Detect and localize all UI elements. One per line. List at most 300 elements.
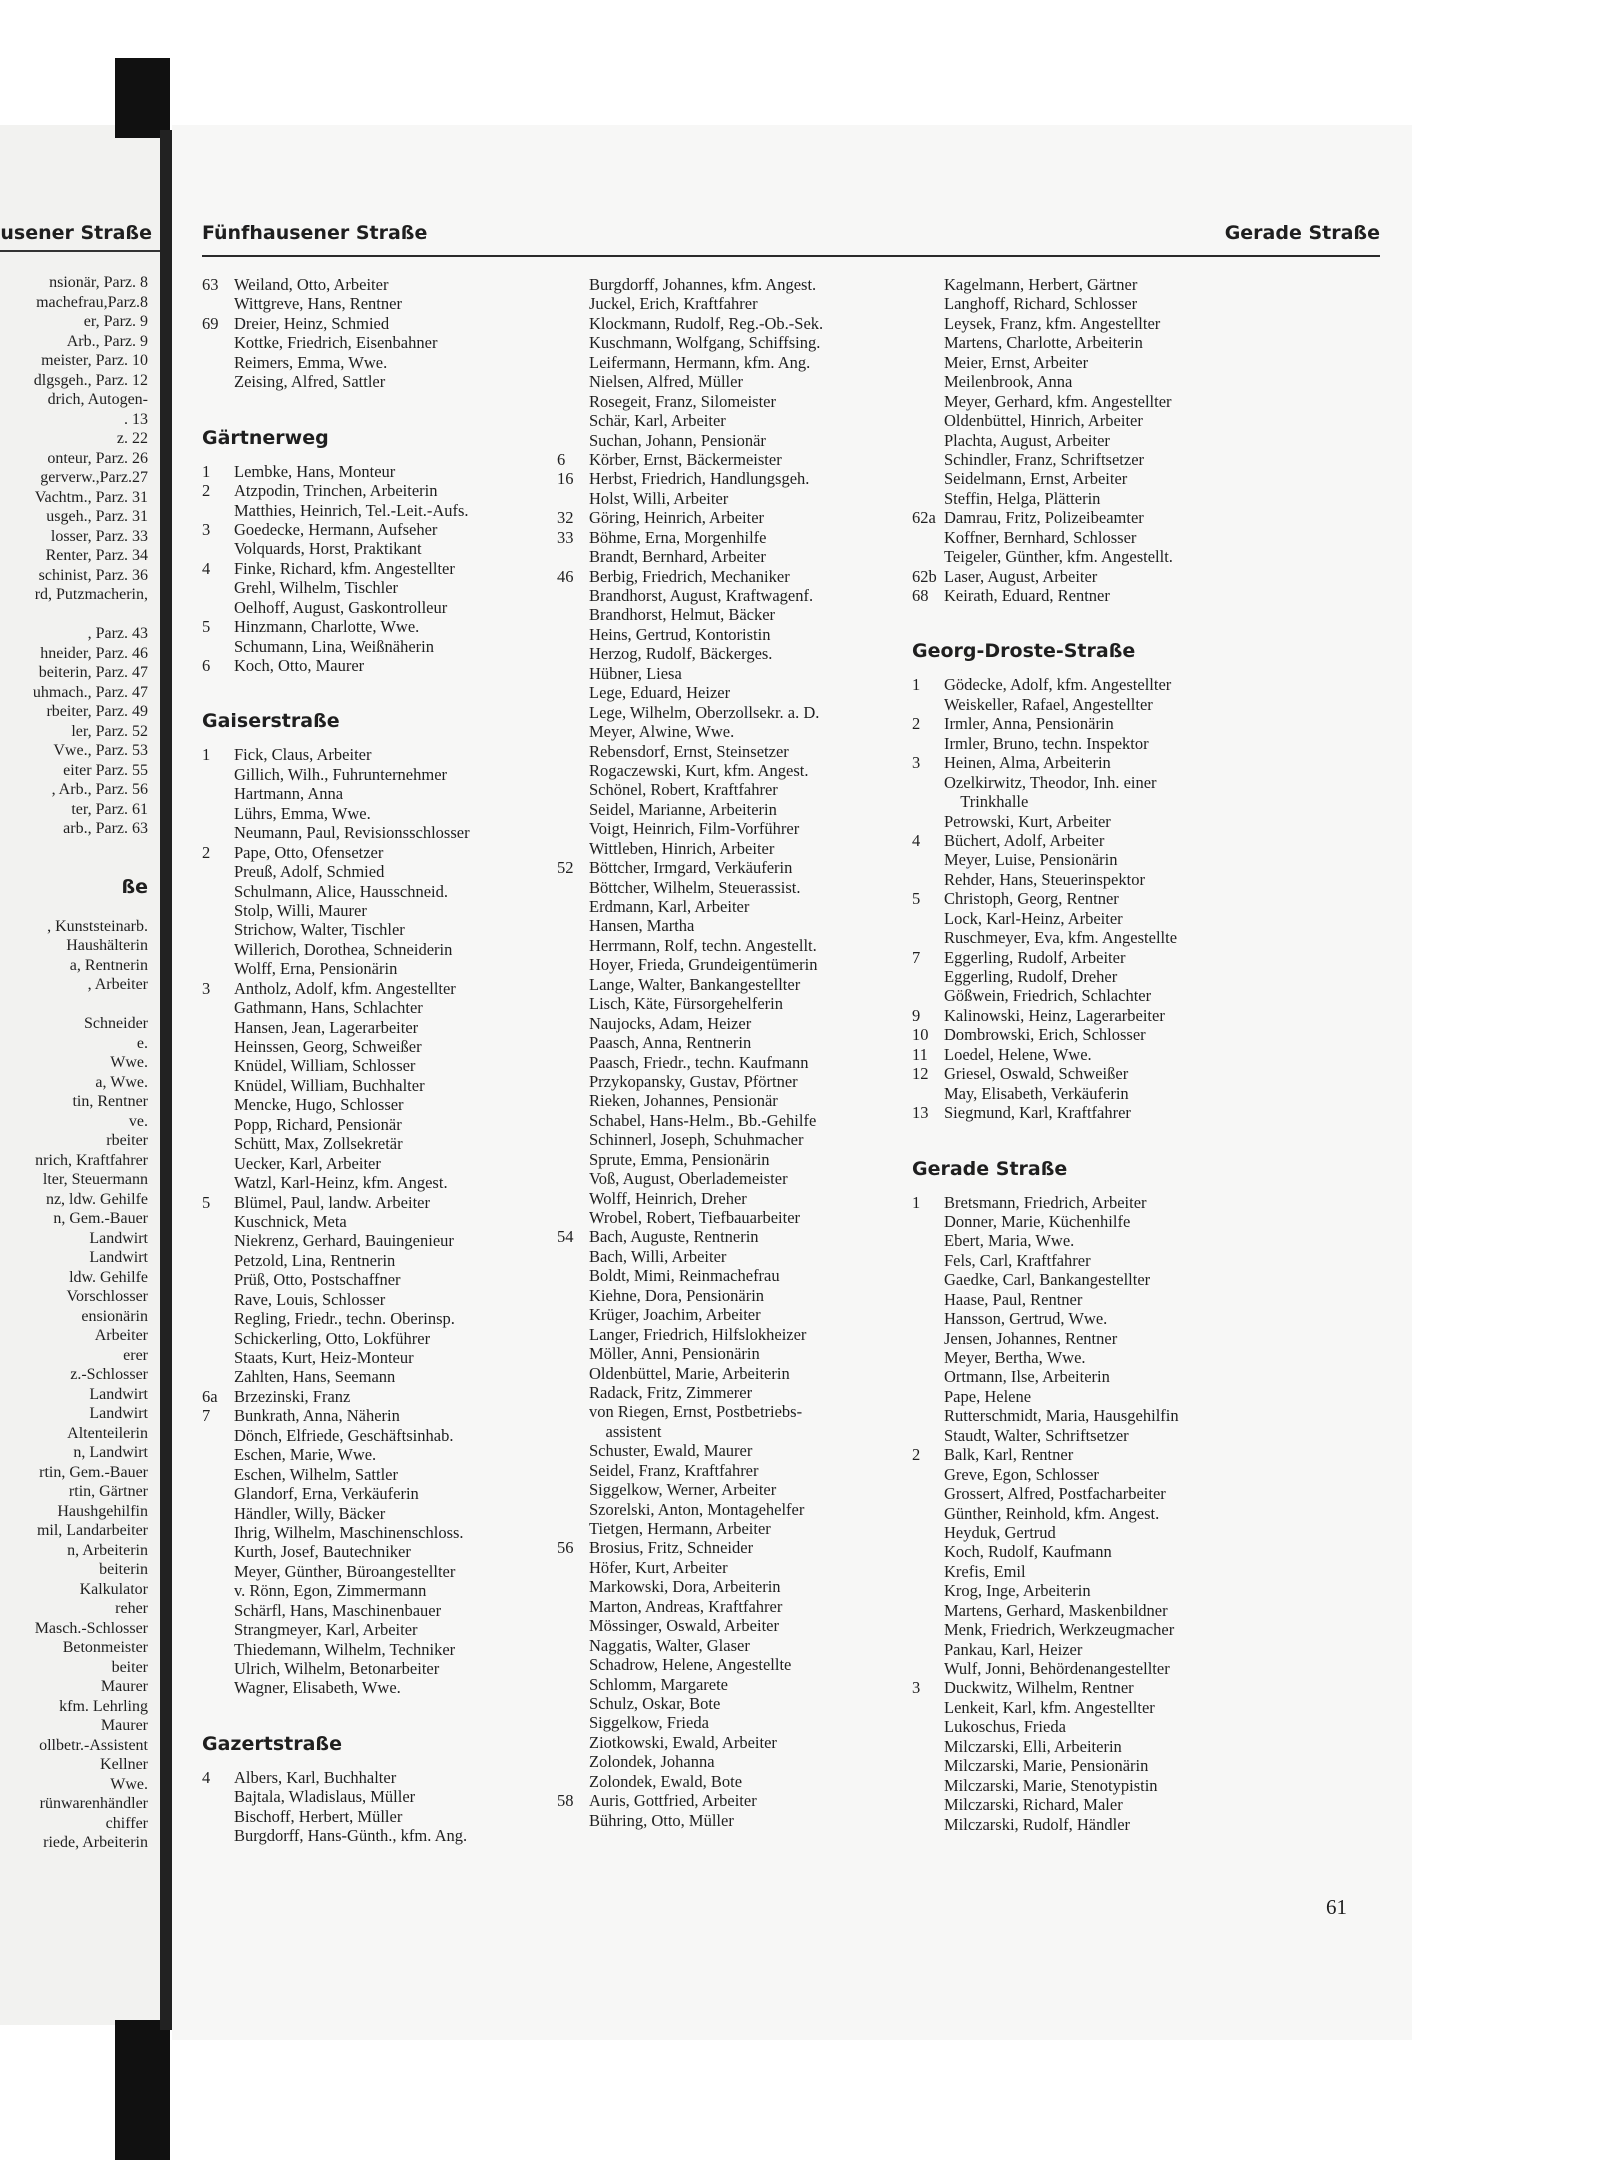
- resident-text: Watzl, Karl-Heinz, kfm. Angest.: [234, 1173, 448, 1193]
- resident-entry: [202, 1115, 572, 1134]
- house-number: [557, 1072, 589, 1091]
- resident-text: Gathmann, Hans, Schlachter: [234, 998, 423, 1018]
- resident-entry: [202, 1251, 572, 1270]
- resident-entry: [557, 625, 917, 644]
- resident-entry: [912, 1698, 1272, 1717]
- resident-text: Jensen, Johannes, Rentner: [944, 1328, 1118, 1348]
- house-number: [912, 967, 944, 986]
- resident-entry: [912, 792, 1272, 811]
- resident-entry: [912, 1815, 1272, 1834]
- house-number: [557, 1402, 589, 1421]
- resident-text: Dreier, Heinz, Schmied: [234, 313, 390, 333]
- left-page-header: usener Straße: [0, 222, 152, 244]
- resident-text: Damrau, Fritz, Polizeibeamter: [944, 508, 1144, 528]
- house-number: [557, 275, 589, 294]
- resident-entry: [557, 489, 917, 508]
- house-number: 12: [912, 1064, 929, 1084]
- house-number: [557, 1014, 589, 1033]
- resident-text: Schindler, Franz, Schriftsetzer: [944, 449, 1145, 469]
- left-fragment-line: [33, 839, 148, 859]
- resident-text: Naujocks, Adam, Heizer: [589, 1013, 752, 1033]
- resident-text: Wittgreve, Hans, Rentner: [234, 294, 402, 314]
- resident-text: Dönch, Elfriede, Geschäftsinhab.: [234, 1425, 454, 1445]
- left-fragment-line: Arbeiter: [94, 1327, 148, 1344]
- left-fragment-line: Vorschlosser: [66, 1288, 148, 1305]
- resident-entry: [912, 333, 1272, 352]
- resident-entry: [912, 1006, 1272, 1025]
- resident-entry: [202, 1768, 572, 1787]
- resident-entry: [202, 462, 572, 481]
- house-number: [557, 489, 589, 508]
- resident-entry: [202, 314, 572, 333]
- resident-text: Rosegeit, Franz, Silomeister: [589, 391, 776, 411]
- house-number: [912, 812, 944, 831]
- house-number: [912, 1776, 944, 1795]
- house-number: [202, 765, 234, 784]
- resident-text: Teigeler, Günther, kfm. Angestellt.: [944, 547, 1173, 567]
- resident-text: Schärfl, Hans, Maschinenbauer: [234, 1600, 442, 1620]
- resident-entry: [912, 1212, 1272, 1231]
- house-number: [557, 1364, 589, 1383]
- resident-entry: [202, 1807, 572, 1826]
- resident-text: Uecker, Karl, Arbeiter: [234, 1153, 381, 1173]
- resident-entry: [912, 528, 1272, 547]
- resident-text: Milczarski, Rudolf, Händler: [944, 1814, 1131, 1834]
- house-number: [557, 372, 589, 391]
- resident-entry: [912, 812, 1272, 831]
- house-number: 2: [912, 714, 921, 734]
- house-number: [912, 1504, 944, 1523]
- resident-entry: [912, 889, 1272, 908]
- house-number: [557, 936, 589, 955]
- resident-text: Milczarski, Richard, Maler: [944, 1795, 1123, 1815]
- resident-entry: [912, 1601, 1272, 1620]
- resident-text: Blümel, Paul, landw. Arbeiter: [234, 1192, 430, 1212]
- resident-entry: [557, 1538, 917, 1557]
- resident-text: Erdmann, Karl, Arbeiter: [589, 897, 750, 916]
- left-fragment-line: ler, Parz. 52: [71, 722, 148, 740]
- resident-text: Paasch, Anna, Rentnerin: [589, 1033, 752, 1053]
- house-number: 6: [202, 656, 211, 675]
- left-fragment-line: Betonmeister: [62, 1639, 148, 1656]
- house-number: [202, 804, 234, 823]
- house-number: [557, 1441, 589, 1460]
- resident-entry: [202, 784, 572, 803]
- house-number: 69: [202, 313, 219, 333]
- house-number: 7: [202, 1406, 211, 1426]
- house-number: 63: [202, 275, 219, 294]
- house-number: [912, 734, 944, 753]
- resident-text: Bajtala, Wladislaus, Müller: [234, 1787, 416, 1807]
- resident-entry: [557, 761, 917, 780]
- house-number: [912, 1270, 944, 1289]
- resident-text: Seidel, Franz, Kraftfahrer: [589, 1460, 759, 1480]
- house-number: [557, 294, 589, 313]
- house-number: [557, 1091, 589, 1110]
- house-number: [557, 1033, 589, 1052]
- resident-entry: [557, 664, 917, 683]
- resident-entry: [557, 1150, 917, 1169]
- house-number: [912, 372, 944, 391]
- house-number: [912, 1542, 944, 1561]
- house-number: 2: [202, 481, 211, 501]
- resident-text: Steffin, Helga, Plätterin: [944, 488, 1101, 508]
- resident-entry: [912, 1776, 1272, 1795]
- resident-text: Weiskeller, Rafael, Angestellter: [944, 694, 1153, 714]
- resident-text: Herrmann, Rolf, techn. Angestellt.: [589, 935, 817, 955]
- house-number: [557, 1675, 589, 1694]
- resident-entry: [202, 1678, 572, 1697]
- resident-entry: [557, 411, 917, 430]
- resident-text: Petzold, Lina, Rentnerin: [234, 1250, 396, 1270]
- resident-entry: [202, 979, 572, 998]
- left-fragment-line: meister, Parz. 10: [41, 352, 148, 369]
- resident-text: Tietgen, Hermann, Arbeiter: [589, 1519, 771, 1538]
- house-number: 4: [202, 1767, 211, 1787]
- resident-text: Bischoff, Herbert, Müller: [234, 1806, 403, 1826]
- house-number: [557, 1616, 589, 1635]
- resident-text: Koffner, Bernhard, Schlosser: [944, 527, 1137, 547]
- resident-entry: [557, 994, 917, 1013]
- resident-entry: [202, 578, 572, 597]
- left-fragment-line: chiffer: [105, 1814, 148, 1832]
- left-fragment-line: Vwe., Parz. 53: [53, 742, 148, 759]
- resident-entry: [912, 773, 1272, 792]
- resident-entry: [912, 1581, 1272, 1600]
- resident-entry: [912, 1484, 1272, 1503]
- left-fragment-line: rd, Putzmacherin,: [34, 586, 148, 603]
- house-number: [202, 1095, 234, 1114]
- resident-entry: [202, 1659, 572, 1678]
- resident-text: Günther, Reinhold, kfm. Angest.: [944, 1503, 1160, 1523]
- resident-entry: [912, 909, 1272, 928]
- house-number: 3: [202, 519, 211, 539]
- house-number: [557, 1189, 589, 1208]
- resident-text: Böttcher, Wilhelm, Steuerassist.: [589, 877, 801, 897]
- resident-text: Strangmeyer, Karl, Arbeiter: [234, 1620, 418, 1640]
- page-gutter: [160, 130, 172, 2030]
- resident-entry: [557, 1130, 917, 1149]
- resident-text: Brzezinski, Franz: [234, 1386, 351, 1406]
- left-fragment-line: beiterin, Parz. 47: [38, 664, 148, 681]
- house-number: [912, 1426, 944, 1445]
- resident-entry: [912, 431, 1272, 450]
- resident-entry: [557, 528, 917, 547]
- left-fragment-line: n, Gem.-Bauer: [53, 1210, 148, 1227]
- resident-entry: [912, 1504, 1272, 1523]
- house-number: 54: [557, 1227, 574, 1247]
- house-number: [557, 703, 589, 722]
- resident-text: Voß, August, Oberlademeister: [589, 1169, 788, 1189]
- house-number: [202, 1270, 234, 1289]
- left-header-rule: [0, 250, 160, 252]
- left-fragment-line: Haushälterin: [66, 937, 148, 954]
- resident-text: Ulrich, Wilhelm, Betonarbeiter: [234, 1659, 440, 1678]
- left-fragment-line: Altenteilerin: [67, 1424, 148, 1442]
- house-number: [202, 1134, 234, 1153]
- resident-entry: [202, 1173, 572, 1192]
- house-number: [202, 372, 234, 391]
- resident-text: Knüdel, William, Schlosser: [234, 1056, 416, 1076]
- resident-entry: [912, 1426, 1272, 1445]
- house-number: [202, 501, 234, 520]
- house-number: [202, 333, 234, 352]
- resident-text: Schönel, Robert, Kraftfahrer: [589, 780, 778, 800]
- resident-text: Wittleben, Hinrich, Arbeiter: [589, 838, 775, 858]
- house-number: [912, 1329, 944, 1348]
- directory-page: [172, 125, 1412, 2040]
- resident-text: Wulf, Jonni, Behördenangestellter: [944, 1659, 1170, 1678]
- resident-entry: [912, 1640, 1272, 1659]
- resident-entry: [557, 1694, 917, 1713]
- resident-text: Heins, Gertrud, Kontoristin: [589, 624, 771, 644]
- resident-text: Bühring, Otto, Müller: [589, 1810, 734, 1830]
- house-number: [202, 882, 234, 901]
- resident-entry: [557, 1422, 917, 1441]
- house-number: 52: [557, 858, 574, 878]
- left-fragment-line: riede, Arbeiterin: [43, 1834, 148, 1851]
- resident-text: Suchan, Johann, Pensionär: [589, 430, 766, 450]
- house-number: 9: [912, 1005, 921, 1025]
- resident-entry: [557, 450, 917, 469]
- resident-entry: [912, 753, 1272, 772]
- resident-entry: [202, 294, 572, 313]
- house-number: 62b: [912, 566, 937, 586]
- resident-text: Kottke, Friedrich, Eisenbahner: [234, 333, 438, 353]
- resident-entry: [557, 955, 917, 974]
- left-fragment-line: n, Landwirt: [73, 1444, 148, 1461]
- left-fragment-line: kfm. Lehrling: [59, 1697, 148, 1715]
- resident-text: Heinssen, Georg, Schweißer: [234, 1037, 422, 1056]
- header-left-street: Fünfhausener Straße: [202, 222, 428, 244]
- resident-text: Nielsen, Alfred, Müller: [589, 372, 743, 392]
- street-heading: Gaiserstraße: [202, 710, 340, 733]
- resident-entry: [202, 1270, 572, 1289]
- house-number: [912, 1562, 944, 1581]
- resident-text: Matthies, Heinrich, Tel.-Leit.-Aufs.: [234, 500, 469, 520]
- house-number: [202, 1542, 234, 1561]
- left-fragment-line: beiter: [111, 1658, 148, 1676]
- resident-entry: [202, 656, 572, 675]
- resident-text: Meier, Ernst, Arbeiter: [944, 352, 1089, 372]
- resident-text: Preuß, Adolf, Schmied: [234, 862, 385, 882]
- house-number: [912, 411, 944, 430]
- house-number: [202, 1251, 234, 1270]
- resident-entry: [202, 959, 572, 978]
- house-number: [557, 916, 589, 935]
- resident-entry: [202, 1076, 572, 1095]
- resident-text: Langer, Friedrich, Hilfslokheizer: [589, 1324, 807, 1344]
- left-fragment-line: machefrau,Parz.8: [36, 293, 148, 311]
- house-number: [557, 897, 589, 916]
- house-number: [557, 1772, 589, 1791]
- house-number: [557, 994, 589, 1013]
- left-fragment-line: uhmach., Parz. 47: [32, 683, 148, 701]
- house-number: 32: [557, 508, 574, 528]
- resident-text: Trinkhalle: [944, 792, 1029, 812]
- house-number: [557, 1150, 589, 1169]
- resident-text: Gillich, Wilh., Fuhrunternehmer: [234, 764, 448, 784]
- house-number: [557, 644, 589, 663]
- house-number: 58: [557, 1791, 574, 1811]
- house-number: [557, 1713, 589, 1732]
- left-fragment-line: mil, Landarbeiter: [36, 1522, 148, 1539]
- resident-text: Irmler, Anna, Pensionärin: [944, 714, 1114, 734]
- resident-text: Szorelski, Anton, Montagehelfer: [589, 1499, 805, 1519]
- resident-text: Oldenbüttel, Marie, Arbeiterin: [589, 1363, 790, 1383]
- left-fragment-line: hneider, Parz. 46: [40, 644, 148, 662]
- house-number: [557, 1694, 589, 1713]
- resident-entry: [557, 567, 917, 586]
- resident-entry: [557, 916, 917, 935]
- house-number: [557, 664, 589, 683]
- resident-text: Langhoff, Richard, Schlosser: [944, 294, 1138, 314]
- left-fragment-line: [33, 605, 148, 625]
- house-number: [557, 1325, 589, 1344]
- resident-entry: [557, 858, 917, 877]
- left-fragment-line: Arb., Parz. 9: [66, 332, 148, 350]
- house-number: [557, 353, 589, 372]
- resident-entry: [912, 1367, 1272, 1386]
- resident-entry: [557, 1325, 917, 1344]
- resident-entry: [202, 1406, 572, 1425]
- resident-text: Herbst, Friedrich, Handlungsgeh.: [589, 469, 810, 489]
- resident-text: Ziotkowski, Ewald, Arbeiter: [589, 1732, 777, 1752]
- binding-strip-bottom: [115, 2020, 170, 2160]
- house-number: [202, 1620, 234, 1639]
- house-number: [202, 1504, 234, 1523]
- resident-entry: [912, 734, 1272, 753]
- resident-entry: [202, 275, 572, 294]
- resident-entry: [202, 1056, 572, 1075]
- house-number: [912, 1815, 944, 1834]
- resident-text: Zeising, Alfred, Sattler: [234, 372, 386, 392]
- resident-text: Staudt, Walter, Schriftsetzer: [944, 1425, 1129, 1445]
- resident-text: Hansen, Jean, Lagerarbeiter: [234, 1017, 419, 1037]
- resident-entry: [557, 742, 917, 761]
- resident-entry: [202, 804, 572, 823]
- resident-entry: [202, 1787, 572, 1806]
- house-number: [202, 1018, 234, 1037]
- resident-text: Schulz, Oskar, Bote: [589, 1693, 721, 1713]
- resident-entry: [912, 1562, 1272, 1581]
- resident-text: Stolp, Willi, Maurer: [234, 900, 367, 920]
- resident-entry: [557, 1072, 917, 1091]
- resident-entry: [557, 314, 917, 333]
- house-number: [557, 975, 589, 994]
- house-number: [557, 1208, 589, 1227]
- resident-entry: [557, 1364, 917, 1383]
- resident-entry: [557, 1752, 917, 1771]
- resident-text: Ruschmeyer, Eva, kfm. Angestellte: [944, 928, 1178, 948]
- house-number: [202, 1056, 234, 1075]
- resident-entry: [912, 1329, 1272, 1348]
- house-number: [557, 722, 589, 741]
- resident-text: Höfer, Kurt, Arbeiter: [589, 1557, 728, 1577]
- house-number: 4: [912, 830, 921, 850]
- left-fragment-line: rünwarenhändler: [39, 1795, 148, 1812]
- resident-text: Wrobel, Robert, Tiefbauarbeiter: [589, 1208, 801, 1227]
- house-number: [557, 1383, 589, 1402]
- resident-text: Przykopansky, Gustav, Pförtner: [589, 1071, 798, 1091]
- resident-entry: [202, 862, 572, 881]
- resident-entry: [557, 1189, 917, 1208]
- resident-entry: [557, 1675, 917, 1694]
- resident-text: Prüß, Otto, Postschaffner: [234, 1270, 401, 1290]
- left-fragment-line: e.: [136, 1034, 148, 1052]
- resident-text: Lock, Karl-Heinz, Arbeiter: [944, 908, 1123, 928]
- resident-entry: [912, 1290, 1272, 1309]
- resident-text: Ebert, Maria, Wwe.: [944, 1231, 1075, 1251]
- resident-text: Schulmann, Alice, Hausschneid.: [234, 881, 449, 901]
- left-fragment-line: ollbetr.-Assistent: [39, 1736, 148, 1754]
- house-number: [557, 1577, 589, 1596]
- house-number: [202, 353, 234, 372]
- resident-text: Knüdel, William, Buchhalter: [234, 1075, 425, 1095]
- house-number: [912, 1465, 944, 1484]
- resident-entry: [912, 372, 1272, 391]
- resident-entry: [557, 1227, 917, 1246]
- resident-entry: [557, 1091, 917, 1110]
- resident-entry: [912, 928, 1272, 947]
- resident-text: Büchert, Adolf, Arbeiter: [944, 830, 1105, 850]
- resident-entry: [202, 617, 572, 636]
- house-number: [202, 1445, 234, 1464]
- resident-text: Niekrenz, Gerhard, Bauingenieur: [234, 1231, 454, 1251]
- resident-entry: [557, 722, 917, 741]
- resident-text: Hoyer, Frieda, Grundeigentümerin: [589, 955, 818, 975]
- resident-entry: [912, 1231, 1272, 1250]
- resident-text: Kurth, Josef, Bautechniker: [234, 1542, 411, 1562]
- left-fragment-line: rbeiter, Parz. 49: [46, 703, 148, 720]
- house-number: [202, 1290, 234, 1309]
- house-number: [202, 1115, 234, 1134]
- resident-text: Bretsmann, Friedrich, Arbeiter: [944, 1192, 1147, 1212]
- resident-entry: [557, 1033, 917, 1052]
- resident-entry: [912, 1717, 1272, 1736]
- resident-text: Wolff, Heinrich, Dreher: [589, 1188, 747, 1208]
- house-number: [202, 1484, 234, 1503]
- resident-text: Eschen, Marie, Wwe.: [234, 1445, 377, 1465]
- house-number: [202, 1678, 234, 1697]
- resident-entry: [912, 831, 1272, 850]
- resident-entry: [202, 1562, 572, 1581]
- resident-entry: [202, 1542, 572, 1561]
- house-number: [912, 1523, 944, 1542]
- resident-entry: [912, 314, 1272, 333]
- resident-entry: [912, 1465, 1272, 1484]
- house-number: [912, 1290, 944, 1309]
- resident-entry: [202, 1445, 572, 1464]
- resident-text: Schär, Karl, Arbeiter: [589, 411, 726, 431]
- resident-entry: [557, 897, 917, 916]
- resident-entry: [557, 431, 917, 450]
- house-number: [202, 598, 234, 617]
- resident-text: Menk, Friedrich, Werkzeugmacher: [944, 1620, 1175, 1640]
- left-fragment-line: , Kunststeinarb.: [47, 917, 148, 935]
- resident-entry: [202, 637, 572, 656]
- resident-entry: [557, 1733, 917, 1752]
- left-fragment-line: schinist, Parz. 36: [38, 566, 148, 584]
- house-number: [557, 605, 589, 624]
- column-2: [557, 275, 917, 1830]
- resident-entry: [557, 1305, 917, 1324]
- resident-text: Loedel, Helene, Wwe.: [944, 1044, 1092, 1064]
- street-heading: Georg-Droste-Straße: [912, 640, 1136, 663]
- resident-text: Seidel, Marianne, Arbeiterin: [589, 799, 777, 819]
- house-number: [912, 489, 944, 508]
- left-fragment-line: ldw. Gehilfe: [69, 1268, 148, 1286]
